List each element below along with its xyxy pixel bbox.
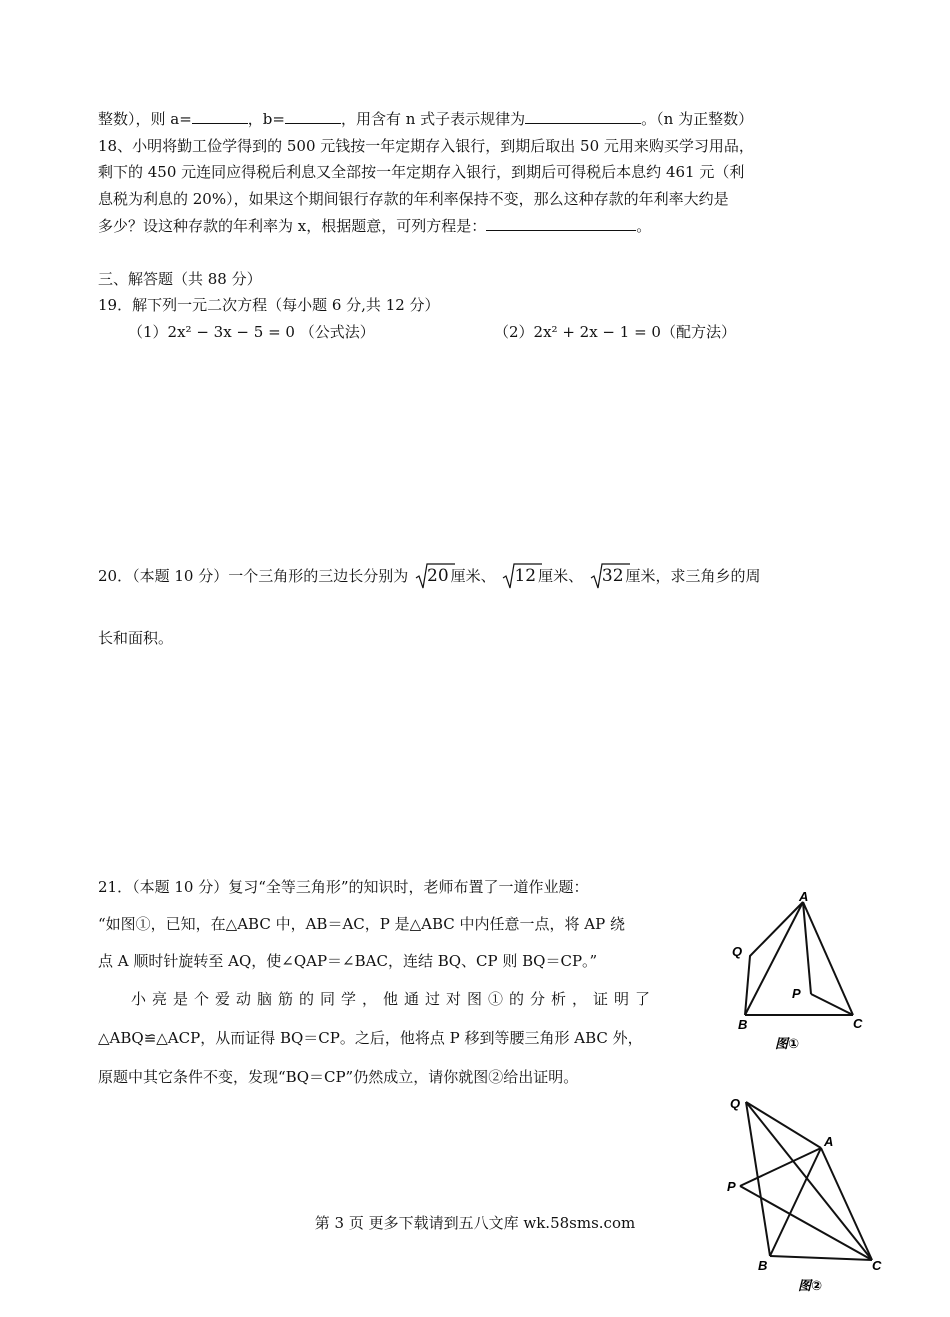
sqrt-12: 12 <box>502 562 536 587</box>
fig2-label-A: A <box>824 1134 834 1149</box>
q19-title: 19．解下列一元二次方程（每小题 6 分,共 12 分） <box>98 296 440 314</box>
fig1-label-C: C <box>853 1016 863 1031</box>
fig1-caption: 图① <box>775 1036 800 1051</box>
figure-2-diagram <box>720 1090 885 1310</box>
q19-part2: （2）2x² + 2x − 1 = 0（配方法） <box>494 323 736 341</box>
fig2-label-Q: Q <box>730 1096 741 1111</box>
section3-title: 三、解答题（共 88 分） <box>98 270 262 288</box>
figure-2 <box>720 1090 885 1310</box>
radical-sign-icon <box>415 562 455 590</box>
q21-line1: 21．（本题 10 分）复习“全等三角形”的知识时，老师布置了一道作业题： <box>98 878 589 896</box>
fig1-label-P: P <box>792 986 801 1001</box>
figure-1 <box>725 888 875 1058</box>
q20-unit3: 厘米，求三角乡的周 <box>625 567 761 585</box>
radical-sign-icon <box>590 562 630 590</box>
q18-line4-end: 。 <box>636 217 652 235</box>
q20-unit1: 厘米、 <box>450 567 496 585</box>
fig1-label-B: B <box>738 1017 748 1032</box>
q18-line4: 多少？设这种存款的年利率为 x，根据题意，可列方程是： <box>98 217 487 235</box>
fig2-label-B: B <box>758 1258 768 1273</box>
q17-tail-line <box>98 108 753 130</box>
fig1-label-Q: Q <box>732 944 743 959</box>
q19-part1: （1）2x² − 3x − 5 = 0 （公式法） <box>128 323 375 341</box>
fig2-label-C: C <box>872 1258 882 1273</box>
fig1-label-A: A <box>799 889 809 904</box>
q18-line1: 18、小明将勤工俭学得到的 500 元钱按一年定期存入银行，到期后取出 50 元用来购买学习用品， <box>98 137 754 155</box>
figure-1-diagram <box>725 888 875 1058</box>
q17-blank-a[interactable] <box>192 109 248 124</box>
q21-line5: △ABQ≌△ACP，从而证得 BQ＝CP。之后，他将点 P 移到等腰三角形 ABC 外， <box>98 1029 643 1047</box>
sqrt-32: 32 <box>590 562 624 587</box>
q20-line1 <box>98 562 761 587</box>
q21-line2: “如图①，已知，在△ABC 中，AB＝AC，P 是△ABC 中内任意一点，将 AP 绕 <box>98 915 625 933</box>
q21-line4: 小亮是个爱动脑筋的同学，他通过对图①的分析，证明了 <box>131 990 657 1008</box>
q18-line3: 息税为利息的 20%），如果这个期间银行存款的年利率保持不变，那么这种存款的年利率大约是 <box>98 190 729 208</box>
q21-line3: 点 A 顺时针旋转至 AQ，使∠QAP＝∠BAC，连结 BQ、CP 则 BQ＝CP。” <box>98 952 598 970</box>
q17-blank-b[interactable] <box>285 109 341 124</box>
q18-line2: 剩下的 450 元连同应得税后利息又全部按一年定期存入银行，到期后可得税后本息约 461 元（利 <box>98 163 745 181</box>
sqrt-20: 20 <box>415 562 449 587</box>
q20-line2: 长和面积。 <box>98 629 174 647</box>
fig2-label-P: P <box>727 1179 736 1194</box>
q17-text3: ，用含有 n 式子表示规律为 <box>340 110 526 128</box>
q21-line6: 原题中其它条件不变，发现“BQ＝CP”仍然成立，请你就图②给出证明。 <box>98 1068 579 1086</box>
radical-sign-icon <box>502 562 542 590</box>
fig2-caption: 图② <box>798 1278 823 1293</box>
q17-blank-rule[interactable] <box>525 109 641 124</box>
page-footer: 第 3 页 更多下载请到五八文库 wk.58sms.com <box>314 1214 636 1232</box>
q18-line4-wrap <box>98 215 651 237</box>
q20-unit2: 厘米、 <box>538 567 584 585</box>
q20-prefix: 20．（本题 10 分）一个三角形的三边长分别为 <box>98 567 409 585</box>
q17-text4: 。（n 为正整数） <box>641 110 754 128</box>
q17-text1: 整数），则 a= <box>98 110 192 128</box>
q17-text2: ，b= <box>247 110 285 128</box>
q18-answer-blank[interactable] <box>486 216 636 231</box>
